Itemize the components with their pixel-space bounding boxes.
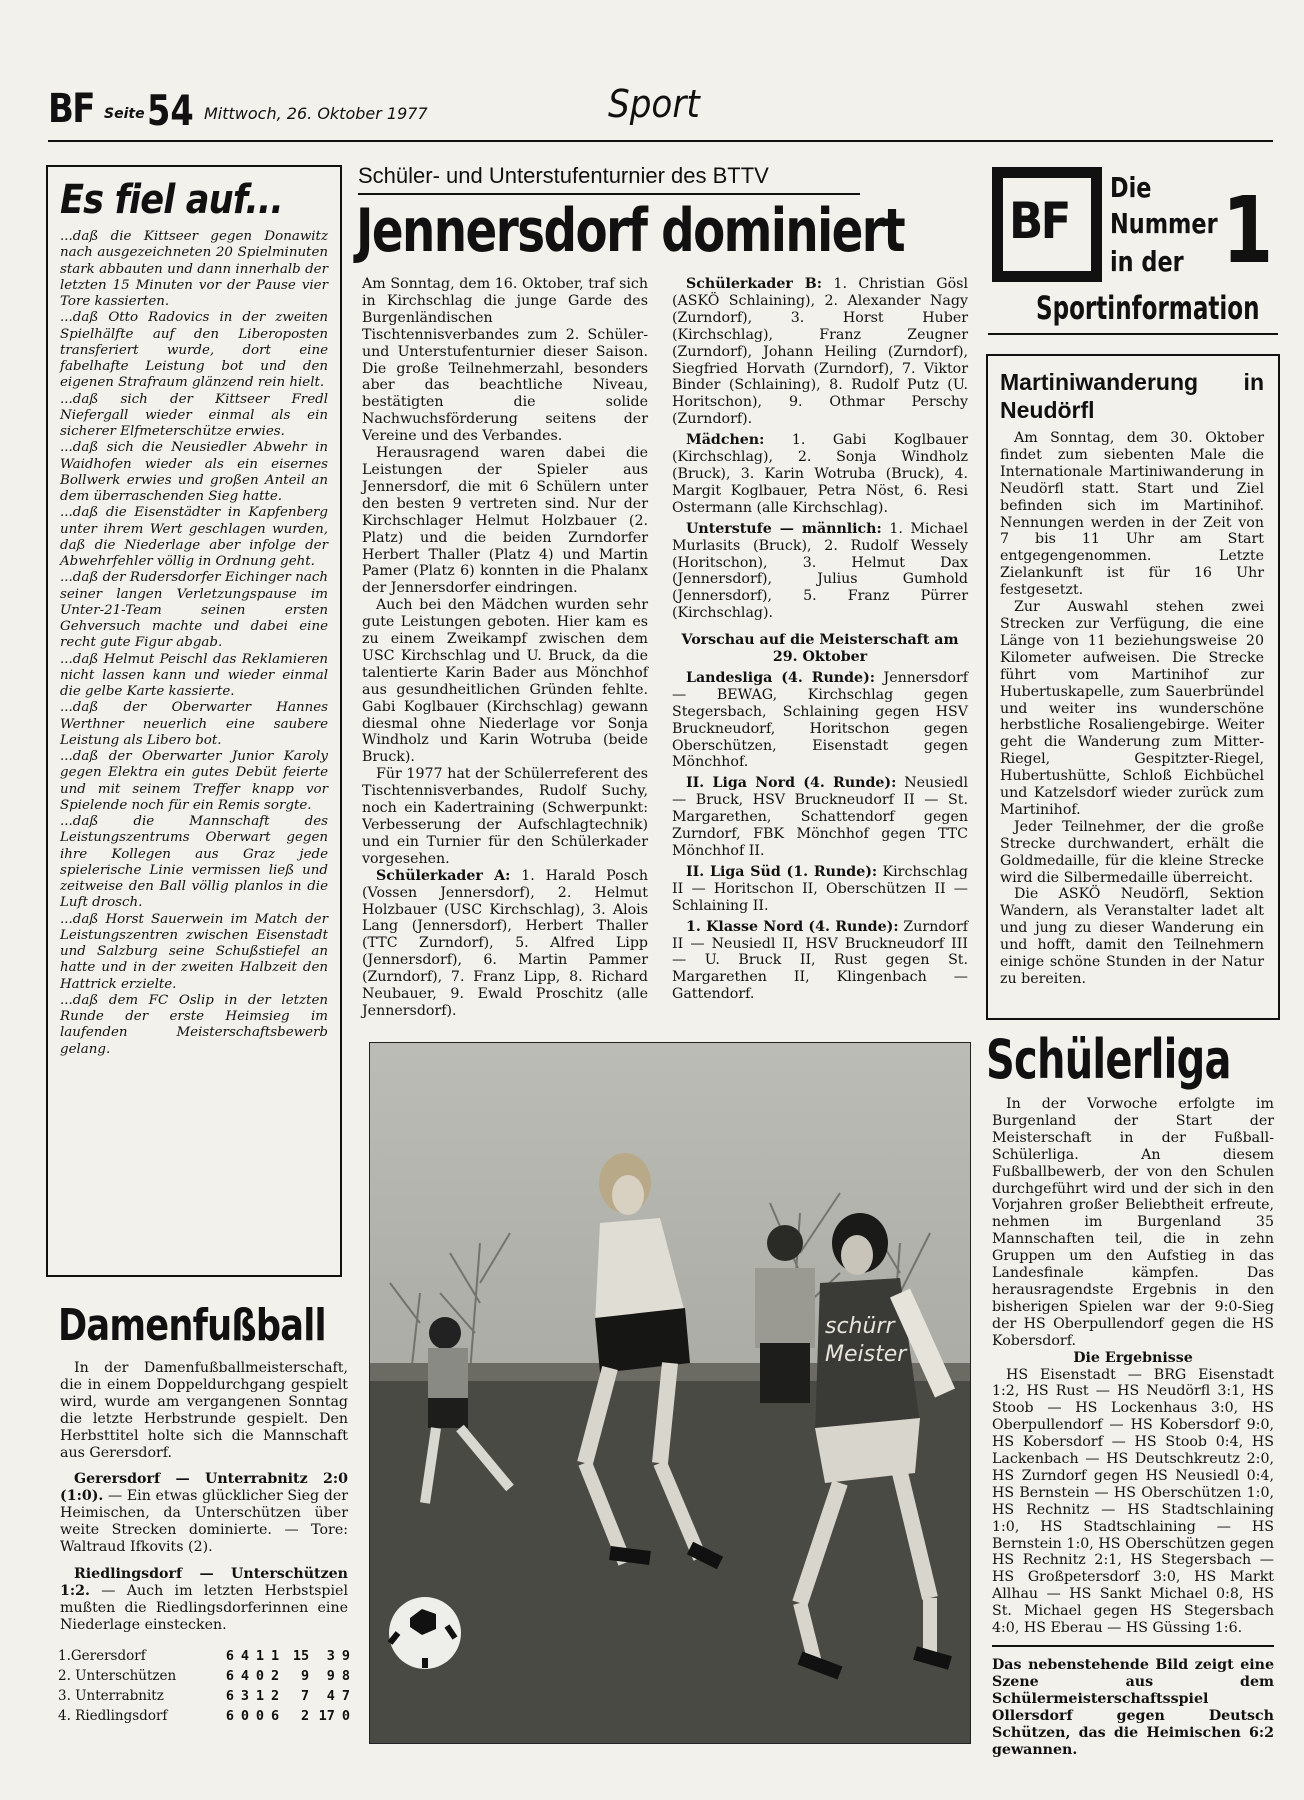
points: 7 [341,1687,350,1704]
klasse-nord-label: 1. Klasse Nord (4. Runde): [686,918,899,935]
losses: 2 [270,1667,280,1684]
soccer-ball [389,1597,461,1669]
draws: 0 [255,1707,265,1724]
martini-title: Martiniwanderung in Neudörfl [1000,369,1264,423]
es-fiel-auf-item: ...daß die Mannschaft des Leistungszentrums Oberwart gegen ihre Kollegen aus Graz jede spielerische Linie vermissen ließ und zeitweise den Ball völlig planlos in die Luft drosch. [60,814,328,911]
goals-for: 7 [300,1687,310,1704]
table-row [58,1666,350,1686]
points: 9 [341,1647,350,1664]
match-report [60,1566,348,1634]
unterstufe-result [672,521,968,622]
team-name: 1.Gerersdorf [58,1647,146,1664]
promo-line-3: in der [1110,245,1184,278]
team-name: 3. Unterrabnitz [58,1687,164,1704]
damenfussball-article [58,1300,348,1726]
promo-line-4: Sportinformation [1036,289,1260,327]
unterstufe-text: 1. Michael Murlasits (Bruck), 2. Rudolf Wessely (Horitschon), 3. Helmut Dax (Jennersdorf), Julius Gumhold (Jennersdorf), 5. Franz Pürrer (Kirchschlag). [672,520,968,622]
landesliga-label: Landesliga (4. Runde): [686,669,876,686]
es-fiel-auf-item: ...daß der Rudersdorfer Eichinger nach seiner langen Verletzungspause im Unter-21-Team seinen ersten Gehversuch machte und dabei eine recht gute Figur abgab. [60,570,328,651]
match-2-text: — Auch im letzten Herbstspiel mußten die Riedlingsdorferinnen eine Niederlage einstecken. [60,1582,348,1633]
page-number: 54 [147,86,194,135]
article-paragraph: Für 1977 hat der Schülerreferent des Tischtennisverbandes, Rudolf Suchy, noch ein Kadertraining (Schwerpunkt: Verbesserung der Aufschlagtechnik) und ein Turnier für den Schülerkader vorgesehen. [362,766,648,867]
landesliga-text: Jennersdorf — BEWAG, Kirchschlag gegen Stegersbach, Schlaining gegen HSV Bruckneudorf, Horitschon gegen Oberschützen, Eisenstadt gegen Mönchhof. [672,669,969,771]
match-photo [369,1042,971,1744]
martini-box [986,354,1280,1020]
martini-paragraph: Am Sonntag, dem 30. Oktober findet zum siebenten Male die Internationale Martiniwanderung in Neudörfl statt. Start und Ziel befinden sich im Martinihof. Nennungen werden in der Zeit von 7 bis 11 Uhr am Start entgegengenommen. Letzte Zielankunft ist für 16 Uhr festgesetzt. [1000,430,1264,599]
promo-logo-inner [1001,176,1093,273]
maedchen-label: Mädchen: [686,432,765,449]
klasse-nord-text: Zurndorf II — Neusiedl II, HSV Bruckneudorf III — U. Bruck II, Rust gegen St. Margarethen II, Klingenbach — Gattendorf. [672,918,968,1003]
es-fiel-auf-item: ...daß Helmut Peischl das Reklamieren nicht lassen kann und wieder einmal die gelbe Karte kassierte. [60,651,328,699]
klasse-nord-fixtures [672,919,968,1004]
schuelerliga-title: Schülerliga [986,1028,1231,1091]
draws: 1 [255,1687,265,1704]
liga-nord-fixtures [672,775,968,860]
unterstufe-label: Unterstufe — männlich: [686,520,882,537]
draws: 1 [255,1647,265,1664]
maedchen-text: 1. Gabi Koglbauer (Kirchschlag), 2. Sonja Windholz (Bruck), 3. Karin Wotruba (Bruck), 4. Margit Koglbauer, Petra Nöst, 6. Resi Ostermann (alle Kirchschlag). [672,432,968,516]
standings-table [58,1646,350,1726]
promo-logo-text: BF [1009,192,1069,250]
page-header [48,82,1273,142]
kader-b-text: 1. Christian Gösl (ASKÖ Schlaining), 2. Alexander Nagy (Zurndorf), 3. Horst Huber (Kirchschlag), Franz Zeugner (Zurndorf), Johann Heiling (Zurndorf), Siegfried Horvath (Zurndorf), 7. Viktor Binder (Schlaining), 8. Rudolf Putz (U. Horitschon), 9. Othmar Perschy (Zurndorf). [672,276,968,428]
kader-b-label: Schülerkader B: [686,276,822,292]
goals-for: 9 [300,1667,310,1684]
schuelerliga-article [986,1030,1280,1758]
damenfussball-intro: In der Damenfußballmeisterschaft, die in einem Doppeldurchgang gespielt wird, wurde am vergangenen Sonntag die letzte Herbstrunde gespielt. Den Herbsttitel holte sich die Mannschaft aus Gerersdorf. [60,1360,348,1461]
wins: 0 [240,1707,250,1724]
schuelerliga-results: HS Eisenstadt — BRG Eisenstadt 1:2, HS Rust — HS Neudörfl 3:1, HS Stoob — HS Lockenhaus 3:0, HS Oberpullendorf — HS Kobersdorf 9:0, HS Kobersdorf — HS Stoob 0:4, HS Lackenbach — HS Deutschkreutz 2:0, HS Zurndorf gegen HS Neusiedl 0:4, HS Bernstein — HS Oberschützen 1:0, HS Rechnitz — HS Stadtschlaining 1:0, HS Stadtschlaining — HS Bernstein 1:0, HS Oberschützen gegen HS Rechnitz 2:1, HS Stegersbach — HS Großpetersdorf 3:0, HS Markt Allhau — HS Sankt Michael 0:8, HS St. Michael gegen HS Stegersbach 4:0, HS Eberau — HS Güssing 1:6. [992,1366,1274,1637]
martini-paragraph: Jeder Teilnehmer, der die große Strecke durchwandert, erhält die Goldmedaille, für die kleine Strecke wird die Silbermedaille überreicht. [1000,818,1264,886]
section-title: Sport [608,82,700,126]
es-fiel-auf-item: ...daß die Kittseer gegen Donawitz nach ausgezeichneten 20 Spielminuten stark abbauten und dann innerhalb der letzten 15 Minuten vor der Pause vier Tore kassierten. [60,229,328,309]
article-column-2 [672,276,968,1003]
table-row [58,1686,350,1706]
kader-a-label: Schülerkader A: [376,867,511,884]
shirt-text-1: schürr [825,1314,895,1339]
es-fiel-auf-title: Es fiel auf... [60,177,283,223]
es-fiel-auf-item: ...daß Otto Radovics in der zweiten Spielhälfte auf den Liberoposten transferiert wurde, dort eine fabelhafte Leistung bot und den eigenen Strafraum glänzend rein hielt. [60,310,328,391]
liga-nord-text: Neusiedl — Bruck, HSV Bruckneudorf II — St. Margarethen, Schattendorf gegen Zurndorf, FBK Mönchhof gegen TTC Mönchhof II. [672,775,968,859]
draws: 0 [255,1667,265,1684]
kader-a-text: 1. Harald Posch (Vossen Jennersdorf), 2. Helmut Holzbauer (USC Kirchschlag), 3. Alois Lang (Jennersdorf), Herbert Thaller (TTC Zurndorf), 5. Alfred Lipp (Jennersdorf), 6. Martin Pammer (Zurndorf), 7. Franz Lipp, 8. Richard Neubauer, 9. Ewald Proschitz (alle Jennersdorf). [362,867,648,1019]
match-2-headline: Riedlingsdorf — Unterschützen 1:2. [60,1565,348,1599]
wins: 4 [240,1667,250,1684]
kader-b-result [672,276,968,428]
team-name: 2. Unterschützen [58,1667,177,1684]
maedchen-result [672,432,968,517]
photo-scene [370,1043,971,1744]
losses: 2 [270,1687,280,1704]
masthead-logo: BF [48,86,94,132]
games-played: 6 [225,1707,235,1724]
promo-line-2: Nummer [1110,207,1218,240]
kader-a-result [362,868,648,1020]
match-report [60,1471,348,1556]
schuelerliga-body [986,1096,1280,1758]
points: 0 [341,1707,350,1724]
liga-nord-label: II. Liga Nord (4. Runde): [686,775,897,792]
match-1-headline: Gerersdorf — Unterrabnitz 2:0 (1:0). [60,1471,348,1505]
goals-for: 15 [292,1647,310,1664]
promo-line-1: Die [1110,171,1152,204]
match-1-text: — Ein etwas glücklicher Sieg der Heimischen, da Unterschützen über weite Strecken dominierte. — Tore: Waltraud Ifkovits (2). [60,1488,348,1556]
article-column-1 [362,276,648,1020]
goals-against: 4 [326,1687,335,1704]
es-fiel-auf-box [46,165,342,1277]
es-fiel-auf-item: ...daß die Eisenstädter in Kapfenberg unter ihrem Wert geschlagen wurden, daß die Niederlage aber infolge der Abwehrfehler völlig in Ordnung geht. [60,505,328,569]
promo-number: 1 [1222,177,1274,284]
table-row [58,1646,350,1666]
vorschau-title: Vorschau auf die Meisterschaft am 29. Oktober [681,632,959,666]
es-fiel-auf-list [60,229,328,1058]
es-fiel-auf-item: ...daß dem FC Oslip in der letzten Runde der erste Heimsieg im laufenden Meisterschaftsbewerb gelang. [60,992,328,1057]
article-headline: Jennersdorf dominiert [356,196,905,266]
page-label: Seite [104,106,145,122]
article-paragraph: Auch bei den Mädchen wurden sehr gute Leistungen geboten. Hier kam es zu einem Zweikampf zwischen dem USC Kirchschlag und U. Bruck, da die talentierte Karin Bader aus Mönchhof aus gesundheitlichen Gründen fehlte. Gabi Koglbauer (Kirchschlag) gewann diesmal ohne Niederlage vor Sonja Windholz und Karin Wotruba (beide Bruck). [362,597,648,766]
es-fiel-auf-item: ...daß sich der Kittseer Fredl Niefergall wieder einmal als ein sicherer Elfmeterschütze erwies. [60,391,328,439]
points: 8 [341,1667,350,1684]
goals-against: 17 [318,1707,335,1724]
wins: 3 [240,1687,250,1704]
es-fiel-auf-item: ...daß Horst Sauerwein im Match der Leistungszentren zwischen Eisenstadt und Salzburg seine Schußstiefel an hatte und in der zweiten Halbzeit den Hattrick erzielte. [60,911,328,992]
promo-divider [988,333,1278,335]
goals-against: 3 [326,1647,335,1664]
games-played: 6 [225,1667,235,1684]
wins: 4 [240,1647,250,1664]
martini-paragraph: Die ASKÖ Neudörfl, Sektion Wandern, als Veranstalter ladet alt und jung zu dieser Wanderung ein und hofft, damit den Teilnehmern einige schöne Stunden in der Natur zu bereiten. [1000,886,1264,987]
es-fiel-auf-item: ...daß der Oberwarter Junior Karoly gegen Elektra ein gutes Debüt feierte und mit seinem Treffer knapp vor Spielende noch für ein Remis sorgte. [60,749,328,813]
table-row [58,1706,350,1726]
liga-sued-label: II. Liga Süd (1. Runde): [686,863,878,880]
liga-sued-text: Kirchschlag II — Horitschon II, Oberschützen II — Schlaining II. [672,863,968,914]
schuelerliga-results-title: Die Ergebnisse [1073,1349,1193,1366]
losses: 1 [270,1647,280,1664]
liga-sued-fixtures [672,864,968,915]
shirt-text-2: Meister [825,1342,907,1367]
goals-for: 2 [300,1707,310,1724]
goals-against: 9 [326,1667,335,1684]
team-name: 4. Riedlingsdorf [58,1707,168,1724]
promo-logo [992,167,1102,282]
landesliga-fixtures [672,670,968,771]
games-played: 6 [225,1687,235,1704]
losses: 6 [270,1707,280,1724]
article-paragraph: Herausragend waren dabei die Leistungen der Spieler aus Jennersdorf, die mit 6 Schülern unter den besten 9 vertreten sind. Nur der Kirchschlager Helmut Holzbauer (2. Platz) und die beiden Zurndorfer Herbert Thaller (Platz 4) und Martin Pamer (Platz 6) konnten in die Phalanx der Jennersdorfer eindringen. [362,445,648,597]
promo-box [988,165,1278,337]
es-fiel-auf-item: ...daß der Oberwarter Hannes Werthner neuerlich eine saubere Leistung als Libero bot. [60,700,328,748]
issue-date: Mittwoch, 26. Oktober 1977 [204,104,428,123]
article-kicker: Schüler- und Unterstufenturnier des BTTV [358,163,860,195]
photo-caption: Das nebenstehende Bild zeigt eine Szene aus dem Schülermeisterschaftsspiel Ollersdorf gegen Deutsch Schützen, das die Heimischen 6:2 gewannen. [992,1645,1274,1758]
games-played: 6 [225,1647,235,1664]
damenfussball-body [58,1360,348,1634]
es-fiel-auf-item: ...daß sich die Neusiedler Abwehr in Waidhofen wieder als ein eisernes Bollwerk erwies und großen Anteil an dem überraschenden Sieg hatte. [60,440,328,504]
damenfussball-title: Damenfußball [58,1300,326,1351]
schuelerliga-intro: In der Vorwoche erfolgte im Burgenland der Start der Meisterschaft in der Fußball-Schülerliga. An diesem Fußballbewerb, der von den Schulen durchgeführt wird und der sich in den Vorjahren großer Beliebtheit erfreute, nehmen im Burgenland 35 Mannschaften teil, die in zehn Gruppen um den Aufstieg in das Landesfinale kämpfen. Das herausragendste Ergebnis in den bisherigen Spielen war der 9:0-Sieg der HS Oberpullendorf gegen die HS Kobersdorf. [992,1096,1274,1349]
martini-paragraph: Zur Auswahl stehen zwei Strecken zur Verfügung, die eine Länge von 11 beziehungsweise 20 Kilometer aufweisen. Die Strecke führt vom Martinihof zur Hubertuskapelle, zum Sauerbründel und weiter ins wunderschöne herbstliche Rosaliengebirge. Weiter geht die Wanderung zum Mitter-Riegel, Gespitzter-Riegel, Hubertushütte, Schloß Eichbüchel und Katzelsdorf wieder zurück zum Martinihof. [1000,599,1264,818]
article-paragraph: Am Sonntag, dem 16. Oktober, traf sich in Kirchschlag die junge Garde des Burgenländischen Tischtennisverbandes zum 2. Schüler- und Unterstufenturnier dieser Saison. Die große Teilnehmerzahl, besonders aber das beachtliche Niveau, bestätigten die solide Nachwuchsförderung seitens der Vereine und des Verbandes. [362,276,648,445]
